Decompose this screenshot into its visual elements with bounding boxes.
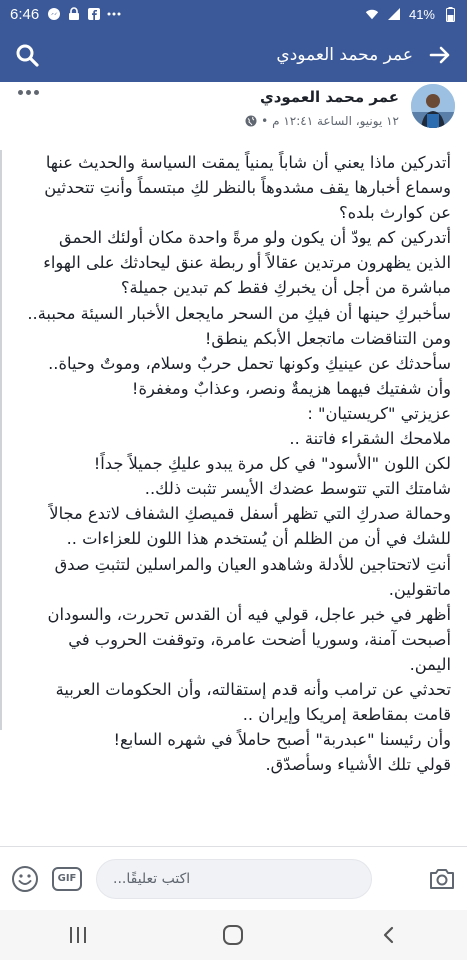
post-line: سأحدثك عن عينيكِ وكونها تحمل حربٌ وسلام، وموتٌ وحياة.. — [48, 353, 451, 373]
post-line: أظهر في خبر عاجل، قولي فيه أن القدس تحررت، والسودان — [47, 604, 451, 624]
lock-icon — [67, 7, 81, 21]
back-icon[interactable] — [369, 915, 409, 955]
post-line: أتدركين كم يودّ أن يكون ولو مرةً واحدة مكان أولئك الحمق — [58, 228, 451, 248]
author-avatar[interactable] — [411, 84, 455, 128]
battery-percent: 41% — [408, 6, 435, 22]
status-bar — [0, 0, 467, 28]
post-text — [0, 150, 467, 846]
post-author[interactable]: عمر محمد العمودي — [259, 88, 399, 106]
battery-icon — [443, 7, 457, 21]
post-line: للشك في أن من الظلم أن يُستخدم هذا اللون للعزاءات .. — [66, 529, 451, 549]
post-line: ملامحك الشقراء فاتنة .. — [289, 429, 451, 449]
post-line: ومن التناقضات ماتجعل الأبكم ينطق! — [204, 328, 451, 348]
post-header — [0, 82, 467, 142]
post-line: قولي تلك الأشياء وسأصدّق. — [265, 755, 451, 775]
post-line: اليمن. — [409, 654, 451, 674]
page-title: عمر محمد العمودي — [276, 45, 413, 65]
post-line: قامت بمقاطعة إمريكا وإيران .. — [242, 705, 451, 725]
top-nav — [0, 28, 467, 82]
globe-icon — [245, 115, 257, 127]
more-notifications-icon — [107, 7, 121, 21]
post-meta — [245, 114, 399, 128]
gif-button[interactable]: GIF — [52, 867, 82, 891]
post-timestamp: ١٢ يونيو، الساعة ١٢:٤١ م • — [261, 114, 399, 128]
more-options-icon[interactable] — [18, 84, 46, 100]
smiley-icon[interactable] — [10, 864, 40, 894]
post-line: تحدثي عن ترامب وأنه قدم إستقالته، وأن الحكومات العربية — [55, 679, 451, 699]
post-line: عن كوارث بلده؟ — [339, 203, 451, 223]
home-icon[interactable] — [213, 915, 253, 955]
search-icon[interactable] — [14, 42, 40, 68]
post-line: وأن رئيسنا "عبدربة" أصبح حاملاً في شهره السابع! — [113, 730, 451, 750]
signal-icon — [387, 7, 401, 21]
comment-composer — [0, 846, 467, 910]
post-line: وأن شفتيك فيهما هزيمةٌ ونصر، وعذابٌ ومغفرة! — [131, 378, 451, 398]
messenger-icon — [47, 7, 61, 21]
post-line: عزيزتي "كريستيان" : — [307, 403, 451, 423]
post-line: لكن اللون "الأسود" في كل مرة يبدو عليكِ جميلاً جداً! — [93, 454, 451, 474]
system-nav-bar — [0, 910, 467, 960]
arrow-right-icon[interactable] — [427, 42, 453, 68]
post-line: أنتِ لاتحتاجين للأدلة وشاهدو العيان والمراسلين لتثبتِ صدق — [54, 554, 451, 574]
wifi-icon — [365, 7, 379, 21]
post-line: الذين يظهرون مرتدين عقالاً أو ربطة عنق ليحادثك على الهواء — [43, 253, 451, 273]
comment-input[interactable]: اكتب تعليقًا... — [96, 859, 372, 899]
facebook-icon — [87, 7, 101, 21]
post-line: مباشرة من أجل أن يخبركِ فقط كم تبدين جميلة؟ — [120, 278, 451, 298]
camera-icon[interactable] — [427, 864, 457, 894]
post-line: وحمالة صدركِ التي تظهر أسفل قميصكِ الشفاف لاتدع مجالاً — [49, 504, 451, 524]
post-line: أتدركين ماذا يعني أن شاباً يمنياً يمقت السياسة والحديث عنها — [45, 153, 451, 172]
post-line: شامتك التي تتوسط عضدك الأيسر تثبت ذلك.. — [144, 479, 451, 499]
post-line: أصبحت آمنة، وسوريا أضحت عامرة، وتوقفت الحروب في — [68, 629, 451, 649]
post-line: وسماع أخبارها يقف مشدوهاً بالنظر لكِ مبتسماً وأنتِ تتحدثين — [44, 178, 451, 198]
recents-icon[interactable] — [58, 915, 98, 955]
post-line: سأخبركِ حينها أن فيكِ من السحر مايجعل الأخبار السيئة محببة.. — [27, 303, 451, 323]
post-line: ماتقولين. — [388, 579, 451, 599]
status-time: 6:46 — [10, 5, 40, 23]
